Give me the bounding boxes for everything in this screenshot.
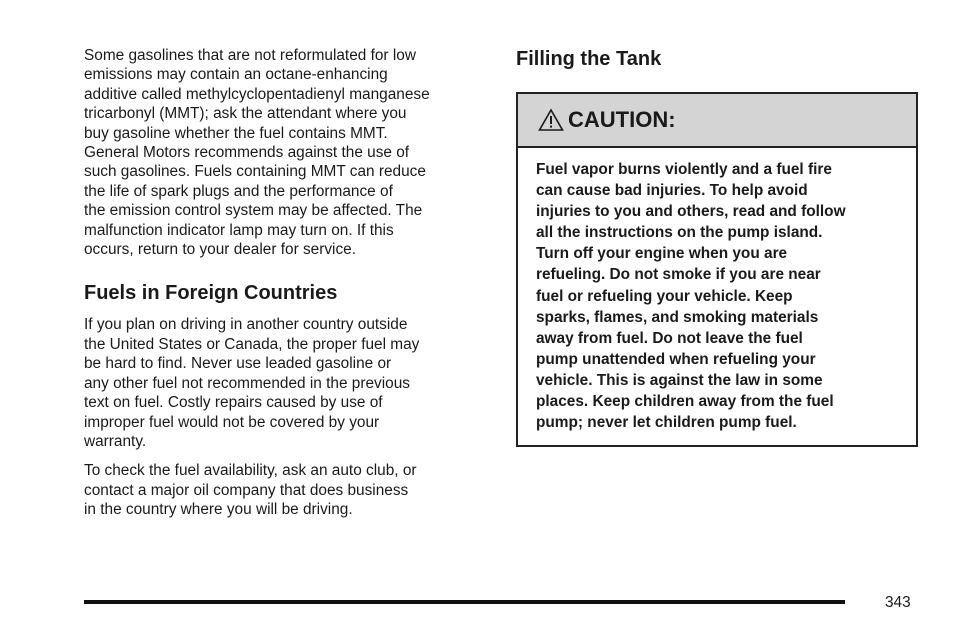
footer-rule <box>84 600 845 604</box>
fuel-availability-paragraph <box>84 461 489 519</box>
text-line: improper fuel would not be covered by your <box>84 413 380 431</box>
page-number: 343 <box>885 594 911 611</box>
caution-title: CAUTION: <box>568 107 676 132</box>
text-line: additive called methylcyclopentadienyl manganese <box>84 85 430 103</box>
text-line: buy gasoline whether the fuel contains MMT. <box>84 124 388 142</box>
caution-line: injuries to you and others, read and follow <box>536 203 846 221</box>
text-line: such gasolines. Fuels containing MMT can reduce <box>84 163 426 181</box>
heading-fuels-foreign-countries: Fuels in Foreign Countries <box>84 282 338 305</box>
caution-line: Fuel vapor burns violently and a fuel fire <box>536 161 832 178</box>
text-line: If you plan on driving in another country outside <box>84 316 408 334</box>
caution-box <box>516 92 918 447</box>
caution-line: Turn off your engine when you are <box>536 245 788 263</box>
caution-line: fuel or refueling your vehicle. Keep <box>536 287 793 305</box>
text-line: contact a major oil company that does business <box>84 481 409 499</box>
caution-body <box>518 148 916 445</box>
text-line: any other fuel not recommended in the previous <box>84 374 410 392</box>
caution-line: pump unattended when refueling your <box>536 350 816 368</box>
text-line: the United States or Canada, the proper fuel may <box>84 335 420 353</box>
text-line: occurs, return to your dealer for service. <box>84 241 357 259</box>
text-line: in the country where you will be driving. <box>84 501 353 519</box>
heading-filling-the-tank: Filling the Tank <box>516 48 662 70</box>
text-line: Some gasolines that are not reformulated for low <box>84 47 416 64</box>
caution-line: refueling. Do not smoke if you are near <box>536 266 821 284</box>
caution-line: can cause bad injuries. To help avoid <box>536 182 808 200</box>
warning-triangle-icon <box>538 108 564 132</box>
mmt-paragraph <box>84 46 489 259</box>
foreign-fuel-paragraph <box>84 315 489 451</box>
text-line: tricarbonyl (MMT); ask the attendant where you <box>84 105 407 123</box>
text-line: the life of spark plugs and the performance of <box>84 182 393 200</box>
text-line: malfunction indicator lamp may turn on. If this <box>84 221 394 239</box>
caution-line: away from fuel. Do not leave the fuel <box>536 329 803 347</box>
caution-line: pump; never let children pump fuel. <box>536 414 797 432</box>
text-line: the emission control system may be affected. The <box>84 202 423 220</box>
text-line: text on fuel. Costly repairs caused by use of <box>84 394 383 412</box>
caution-line: all the instructions on the pump island. <box>536 224 823 242</box>
text-line: emissions may contain an octane-enhancing <box>84 66 388 84</box>
text-line: General Motors recommends against the use of <box>84 144 410 162</box>
text-line: warranty. <box>84 432 147 450</box>
text-line: To check the fuel availability, ask an auto club, or <box>84 462 417 480</box>
caution-header <box>518 94 916 148</box>
caution-line: places. Keep children away from the fuel <box>536 393 834 411</box>
left-column <box>84 46 489 530</box>
text-line: be hard to find. Never use leaded gasoline or <box>84 355 392 373</box>
caution-line: vehicle. This is against the law in some <box>536 371 823 389</box>
caution-line: sparks, flames, and smoking materials <box>536 308 819 326</box>
right-column <box>516 46 918 447</box>
